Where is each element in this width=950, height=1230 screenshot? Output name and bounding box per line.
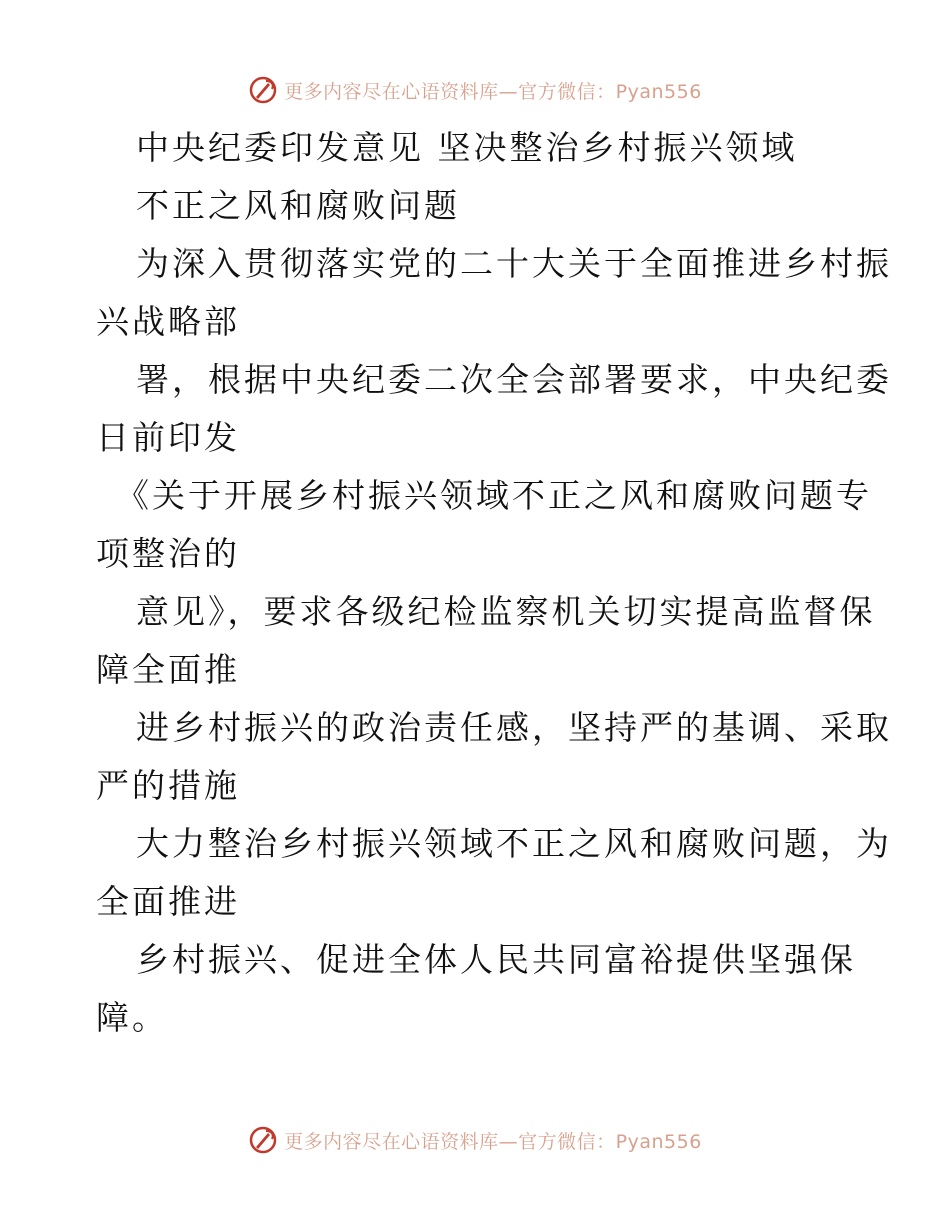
paragraph-line: 全面推进 — [96, 882, 240, 921]
paragraph-line: 《关于开展乡村振兴领域不正之风和腐败问题专 — [116, 476, 872, 515]
paragraph-line: 乡村振兴、促进全体人民共同富裕提供坚强保 — [136, 940, 856, 979]
paragraph-line: 严的措施 — [96, 766, 240, 805]
paragraph-line: 兴战略部 — [96, 302, 240, 341]
watermark-text: 更多内容尽在心语资料库—官方微信：Pyan556 — [284, 80, 702, 103]
feather-pen-logo-icon — [248, 1125, 278, 1155]
footer-watermark — [0, 1120, 950, 1160]
paragraph-line: 署，根据中央纪委二次全会部署要求，中央纪委 — [136, 360, 892, 399]
paragraph-line: 大力整治乡村振兴领域不正之风和腐败问题，为 — [136, 824, 892, 863]
title-line-1: 中央纪委印发意见 坚决整治乡村振兴领域 — [136, 128, 798, 167]
paragraph-line: 障。 — [96, 998, 168, 1037]
paragraph-line: 日前印发 — [96, 418, 240, 457]
paragraph-line: 进乡村振兴的政治责任感，坚持严的基调、采取 — [136, 708, 892, 747]
title-line-2: 不正之风和腐败问题 — [136, 186, 460, 225]
paragraph-line: 为深入贯彻落实党的二十大关于全面推进乡村振 — [136, 244, 892, 283]
header-watermark — [0, 70, 950, 110]
feather-pen-logo-icon — [248, 75, 278, 105]
paragraph-line: 项整治的 — [96, 534, 240, 573]
paragraph-line: 意见》，要求各级纪检监察机关切实提高监督保 — [136, 592, 876, 631]
watermark-text: 更多内容尽在心语资料库—官方微信：Pyan556 — [284, 1130, 702, 1153]
paragraph-line: 障全面推 — [96, 650, 240, 689]
